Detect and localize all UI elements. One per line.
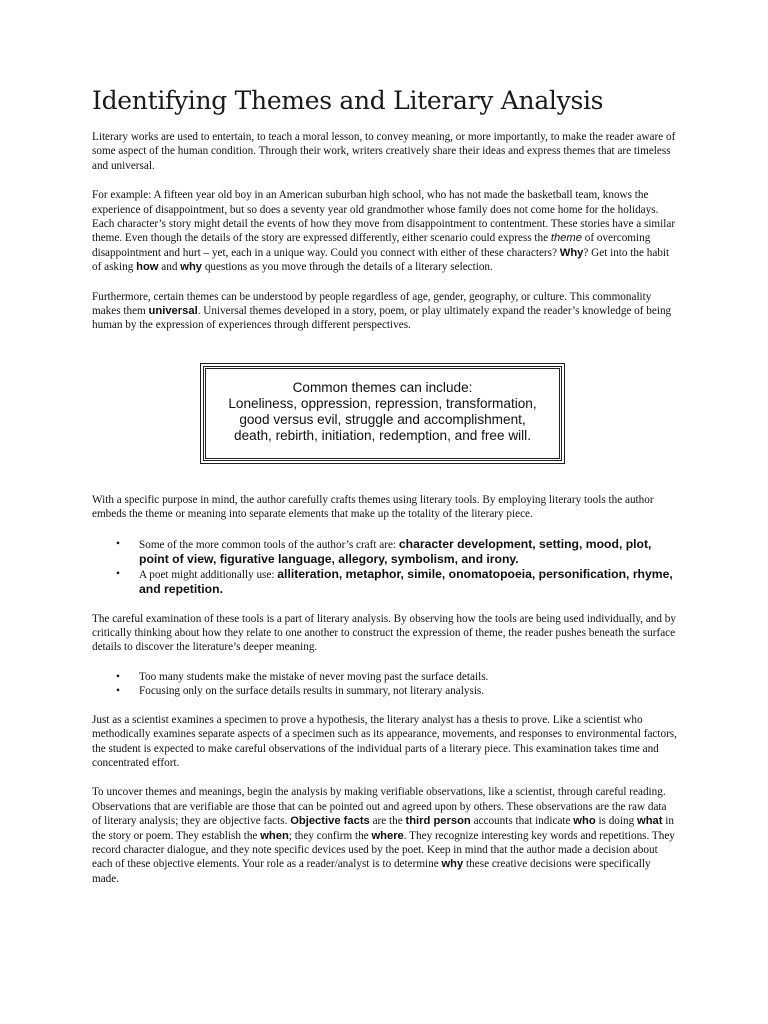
emphasis-third-person: third person [405, 815, 471, 828]
scientist-paragraph: Just as a scientist examines a specimen to prove a hypothesis, the literary analyst has a thesis to prove. Like a scientist who methodically examines separate aspects of a specimen such as its appearance, movements, and responses to environmental factors, the student is expected to make careful observations of the individual parts of a literary piece. This examination takes time and concentrated effort. [92, 713, 677, 769]
box-line: Loneliness, oppression, repression, transformation, [228, 396, 537, 412]
emphasis-objective-facts: Objective facts [290, 815, 370, 828]
document-page [92, 86, 678, 901]
intro-paragraph: Literary works are used to entertain, to teach a moral lesson, to convey meaning, or more importantly, to make the reader aware of some aspect of the human condition. Through their work, writers creatively share their ideas and express themes that are timeless and universal. [92, 131, 676, 172]
text-run: ? Get into the habit of asking [92, 246, 670, 274]
emphasis-where: where [371, 829, 404, 842]
emphasis-theme: theme [550, 232, 582, 245]
text-run: accounts that indicate [470, 815, 574, 828]
observations-paragraph [92, 785, 678, 886]
text-run: are the [369, 815, 406, 828]
emphasis-why: why [441, 858, 464, 871]
text-run: Some of the more common tools of the author’s craft are: [139, 538, 399, 551]
list-item [92, 537, 678, 567]
text-run: Furthermore, certain themes can be understood by people regardless of age, gender, geography, or culture. This commonality makes them [92, 290, 652, 318]
text-run: and [158, 261, 181, 274]
bullet-icon: • [116, 684, 120, 697]
tools-paragraph: With a specific purpose in mind, the author carefully crafts themes using literary tools. By employing literary tools the author embeds the theme or meaning into separate elements that make up the totality of the literary piece. [92, 493, 654, 521]
box-line: death, rebirth, initiation, redemption, and free will. [234, 428, 531, 444]
box-heading: Common themes can include: [292, 379, 473, 395]
text-run: in the story or poem. They establish the [92, 815, 674, 842]
emphasis-who: who [573, 815, 596, 828]
example-paragraph [92, 188, 678, 274]
common-themes-box [203, 366, 562, 461]
text-run: . Universal themes developed in a story, poem, or play ultimately expand the reader’s knowledge of being human by the expression of experiences through different perspectives. [92, 305, 672, 332]
emphasis-universal: universal [148, 305, 198, 318]
examination-paragraph: The careful examination of these tools is a part of literary analysis. By observing how the tools are being used individually, and by critically thinking about how they relate to one another to construct the expression of theme, the reader pushes beneath the surface details to discover the literature’s deeper meaning. [92, 612, 676, 654]
tools-list [92, 537, 678, 597]
emphasis-why: Why [559, 246, 584, 259]
emphasis-what: what [637, 815, 663, 828]
universal-paragraph [92, 290, 678, 333]
text-run: these creative decisions were specifically made. [92, 858, 651, 885]
box-line: good versus evil, struggle and accomplishment, [239, 412, 526, 428]
emphasis-poet-tools: alliteration, metaphor, simile, onomatopoeia, personification, rhyme, and repetition. [139, 566, 673, 596]
bullet-icon: • [116, 567, 120, 580]
text-run: For example: A fifteen year old boy in an American suburban high school, who has not made the basketball team, knows the experience of disappointment, but so does a seventy year old grandmother whose family does not come home for the holidays. Each character’s story might detail the events of how they move from disappointment to contentment. These stories have a similar theme. Even though the details of the story are expressed differently, either scenario could express the [92, 189, 676, 245]
text-run: . They recognize interesting key words and repetitions. They record character dialogue, and they note specific devices used by the poet. Keep in mind that the author made a decision about each of these objective elements. Your role as a reader/analyst is to determine [92, 829, 675, 871]
text-run: Focusing only on the surface details results in summary, not literary analysis. [139, 684, 485, 697]
emphasis-why: why [180, 261, 203, 274]
list-item [92, 670, 678, 684]
list-item [92, 567, 678, 597]
themes-box-wrap [87, 366, 678, 461]
text-run: of overcoming disappointment and hurt – yet, each in a unique way. Could you connect with either of these characters? [92, 232, 651, 259]
emphasis-when: when [260, 829, 289, 842]
text-run: ; they confirm the [288, 829, 372, 842]
list-item [92, 684, 678, 698]
text-run: questions as you move through the details of a literary selection. [202, 261, 493, 274]
text-run: To uncover themes and meanings, begin the analysis by making verifiable observations, like a scientist, through careful reading. Observations that are verifiable are those that can be pointed out and agreed upon by others. These observations are the raw data of literary analysis; they are objective facts. [92, 786, 667, 828]
emphasis-tools: character development, setting, mood, plot, point of view, figurative language, allegory, symbolism, and irony. [139, 536, 652, 566]
text-run: A poet might additionally use: [139, 568, 278, 581]
bullet-icon: • [116, 537, 120, 550]
bullet-icon: • [116, 670, 120, 683]
emphasis-how: how [136, 261, 159, 274]
warnings-list [92, 670, 678, 698]
text-run: Too many students make the mistake of never moving past the surface details. [139, 670, 489, 683]
page-title: Identifying Themes and Literary Analysis [92, 86, 604, 115]
text-run: is doing [595, 815, 637, 828]
